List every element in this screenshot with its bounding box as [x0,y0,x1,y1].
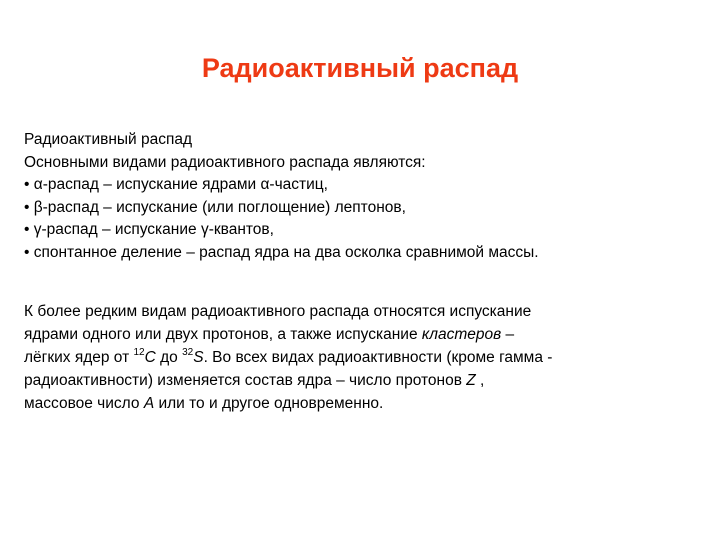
intro-heading: Радиоактивный распад [24,131,193,148]
paragraph-line-1 [24,300,704,323]
paragraph-text: . Во всех видах радиоактивности (кроме гамма - [203,349,553,366]
element-symbol: C [144,349,156,366]
list-item-fission: • спонтанное деление – распад ядра на два осколка сравнимой массы. [24,243,539,261]
list-item-alpha: • α-распад – испускание ядрами α-частиц, [24,176,328,193]
paragraph-text: радиоактивности) изменяется состав ядра – число протонов [24,372,467,389]
paragraph-text: , [475,372,485,389]
paragraph-text: К более редким видам радиоактивного распада относятся испускание [24,303,532,320]
mass-number-symbol: A [143,395,155,412]
mass-number-superscript: 12 [133,346,145,358]
intro-lead: Основными видами радиоактивного распада являются: [24,153,426,171]
paragraph-line-4 [24,369,704,392]
mass-number-superscript: 32 [182,346,194,358]
paragraph-text: ядрами одного или двух протонов, а также испускание [24,326,422,343]
proton-number-symbol: Z [466,372,476,389]
paragraph-text: до [155,349,183,366]
paragraph-text: массовое число [24,395,144,412]
list-item-beta: • β-распад – испускание (или поглощение) лептонов, [24,198,406,216]
paragraph-text: или то и другое одновременно. [154,395,384,412]
rare-decays-paragraph [24,300,704,415]
slide-title: Радиоактивный распад [201,53,519,83]
paragraph-text: – [501,326,515,343]
paragraph-line-2 [24,323,704,346]
list-item-gamma: • γ-распад – испускание γ-квантов, [24,221,274,238]
intro-block [24,129,704,264]
element-symbol: S [193,349,204,366]
term-clusters: кластеров [421,326,502,343]
paragraph-line-5 [24,392,704,415]
paragraph-line-3 [24,346,704,369]
paragraph-text: лёгких ядер от [24,349,134,366]
